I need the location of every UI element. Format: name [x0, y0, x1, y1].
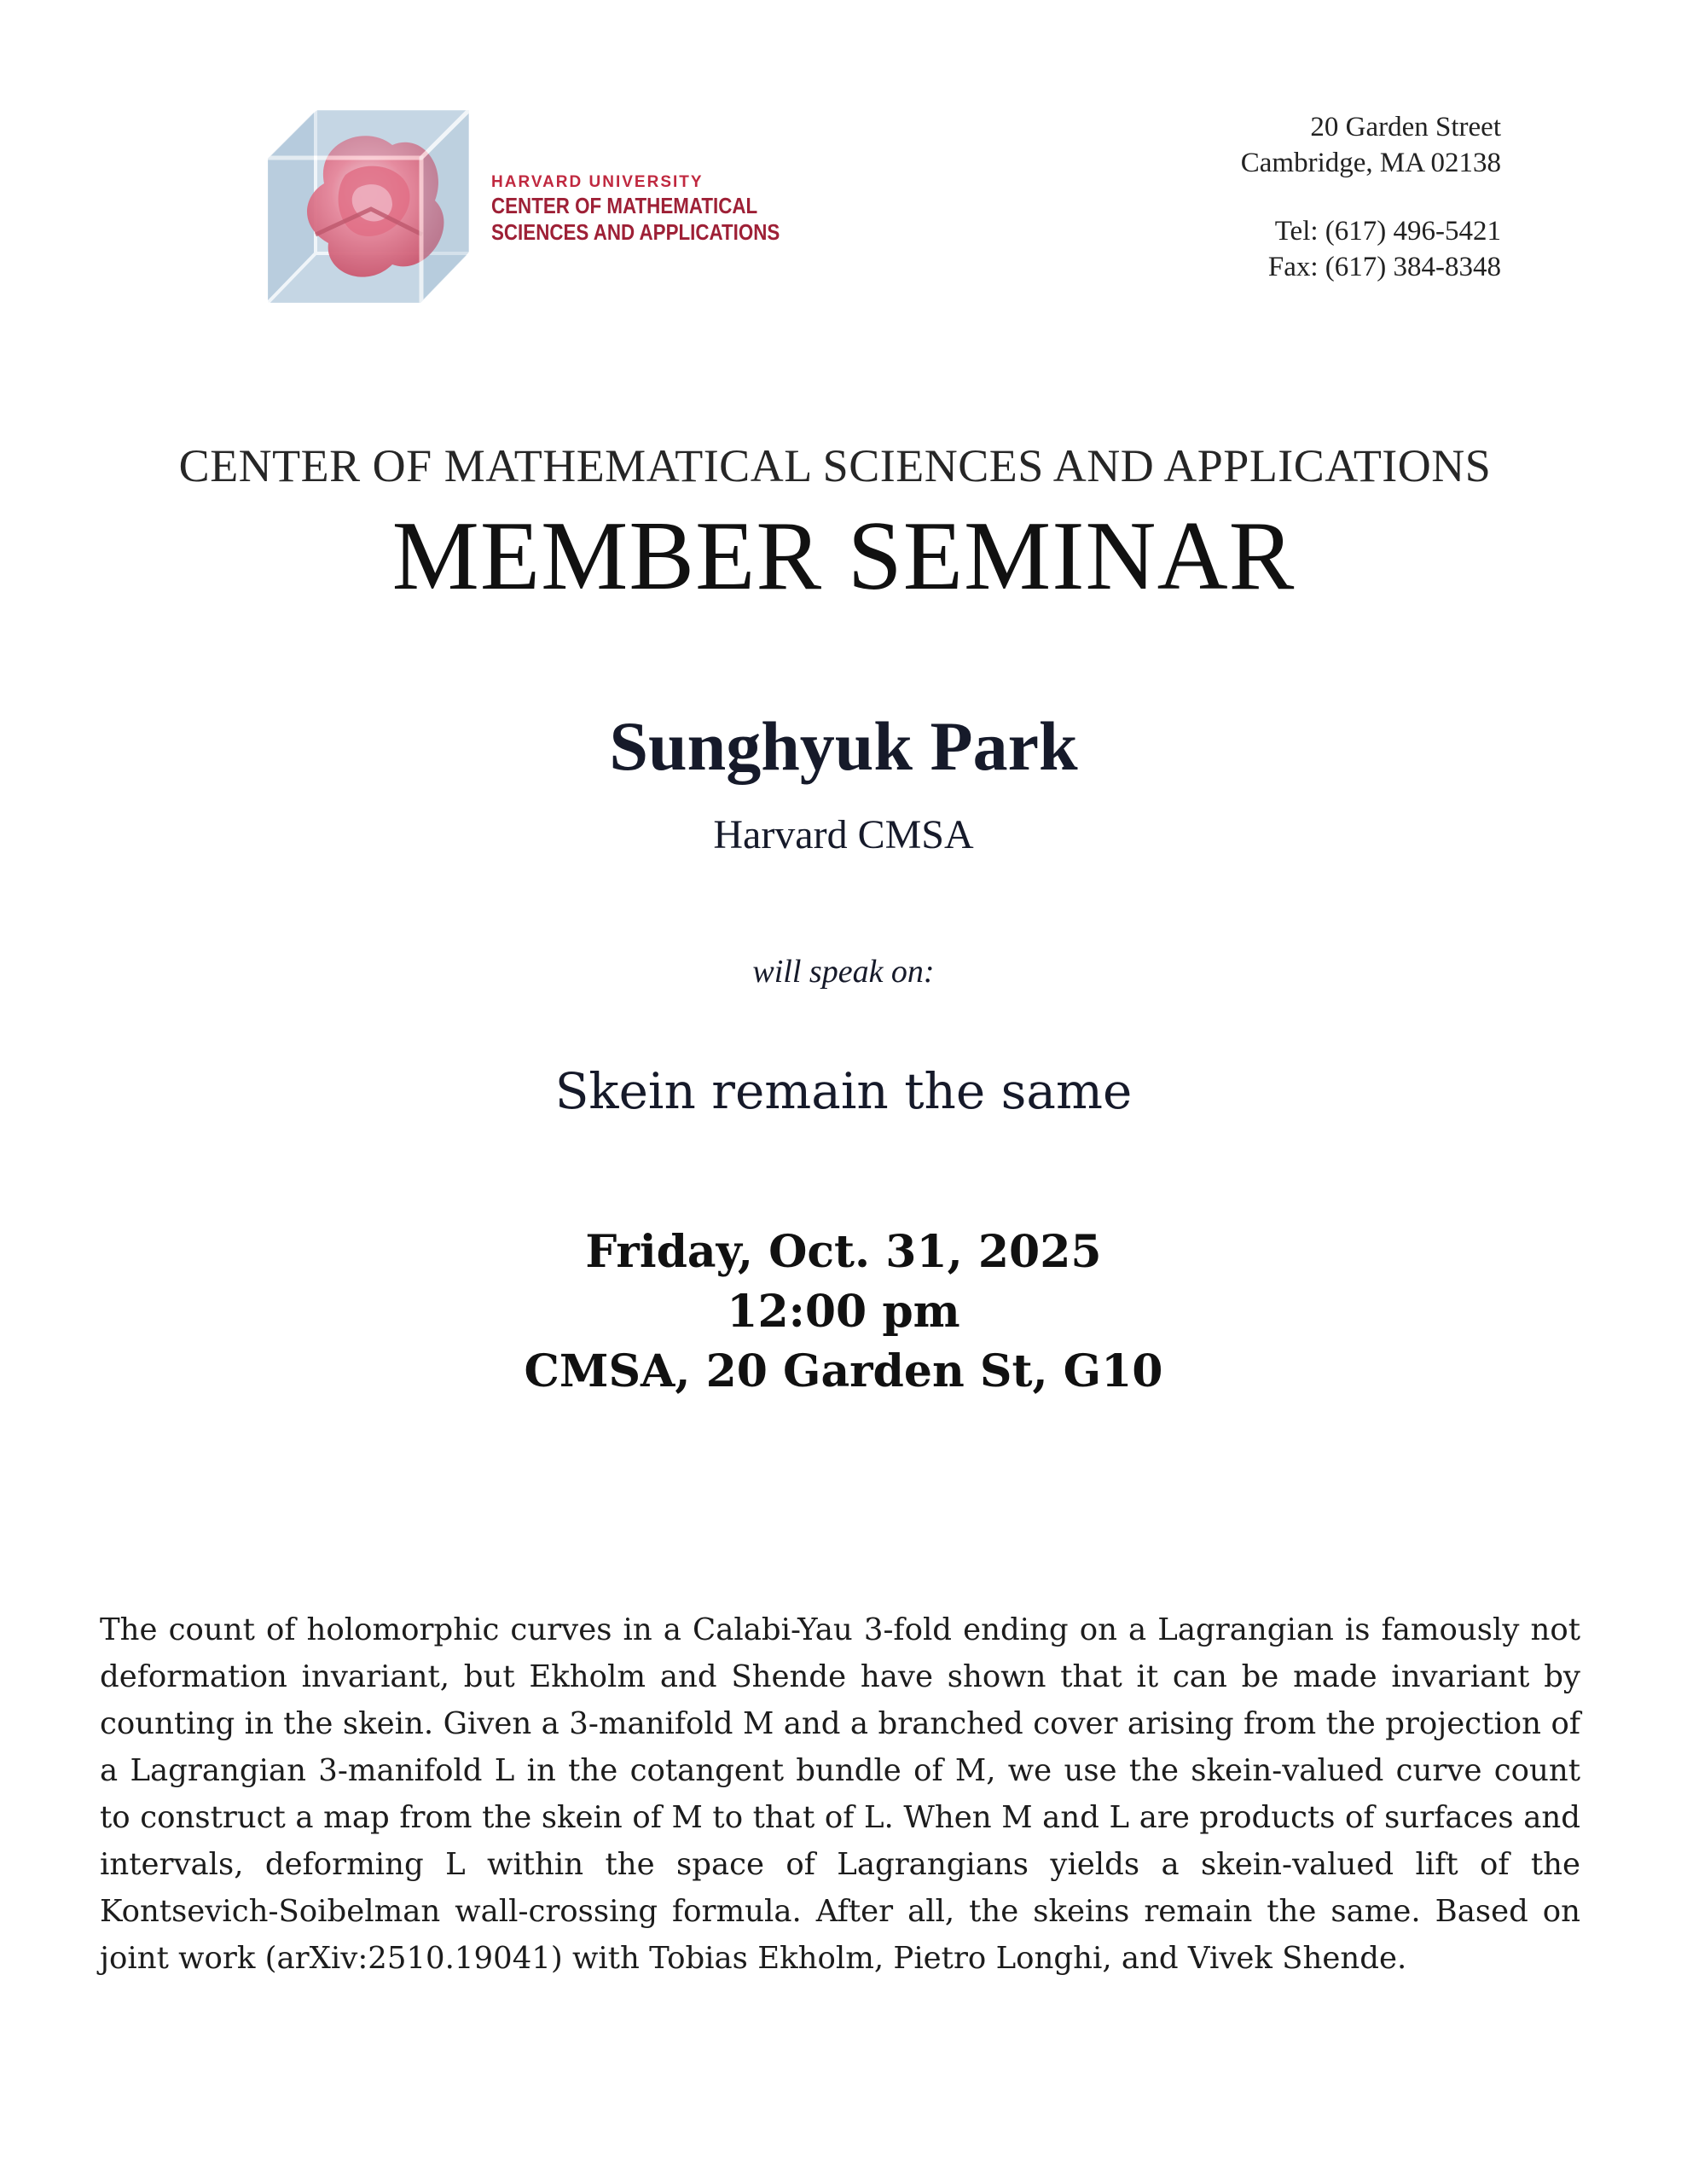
- address-city: Cambridge, MA 02138: [1240, 148, 1501, 178]
- seminar-title: MEMBER SEMINAR: [391, 502, 1296, 610]
- cmsa-logo: [264, 107, 478, 311]
- address-fax: Fax: (617) 384-8348: [1267, 252, 1501, 282]
- logo-wordmark: [491, 174, 826, 243]
- address-street: 20 Garden Street: [1310, 112, 1501, 142]
- will-speak-on-label: will speak on:: [752, 954, 935, 990]
- event-time: 12:00 pm: [727, 1286, 960, 1338]
- event-date: Friday, Oct. 31, 2025: [585, 1226, 1102, 1278]
- speaker-name: Sunghyuk Park: [609, 707, 1078, 785]
- talk-title: Skein remain the same: [554, 1062, 1133, 1120]
- center-name-heading: CENTER OF MATHEMATICAL SCIENCES AND APPLICATIONS: [178, 440, 1492, 491]
- cube-logo-icon: [264, 107, 478, 311]
- logo-line-university: HARVARD UNIVERSITY: [491, 173, 704, 191]
- event-location: CMSA, 20 Garden St, G10: [524, 1345, 1163, 1397]
- address-block: [1241, 109, 1501, 285]
- logo-line-sciences: SCIENCES AND APPLICATIONS: [491, 219, 780, 245]
- abstract-text: The count of holomorphic curves in a Calabi-Yau 3-fold ending on a Lagrangian is famously not deformation invariant, but Ekholm and Shende have shown that it can be made invariant by counting in the skein. Given a 3-manifold M and a branched cover arising from the projection of a Lagrangian 3-manifold L in the cotangent bundle of M, we use the skein-valued curve count to construct a map from the skein of M to that of L. When M and L are products of surfaces and intervals, deforming L within the space of Lagrangians yields a skein-valued lift of the Kontsevich-Soibelman wall-crossing formula. After all, the skeins remain the same. Based on joint work (arXiv:2510.19041) with Tobias Ekholm, Pietro Longhi, and Vivek Shende.: [100, 1612, 1580, 1976]
- event-details: [0, 1223, 1687, 1402]
- speaker-affiliation: Harvard CMSA: [713, 812, 974, 857]
- logo-line-center: CENTER OF MATHEMATICAL: [491, 193, 758, 218]
- address-tel: Tel: (617) 496-5421: [1274, 216, 1501, 247]
